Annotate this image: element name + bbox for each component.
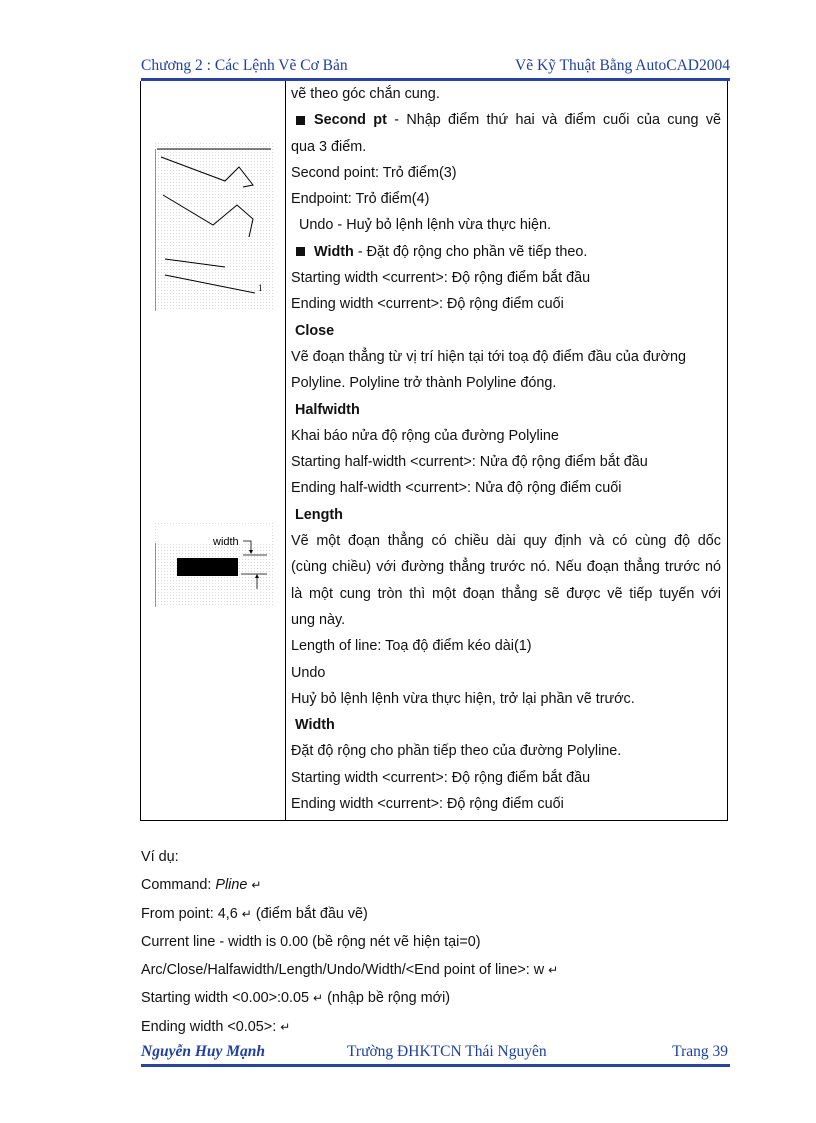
section-title-halfwidth: Halfwidth — [295, 401, 360, 418]
example-title: Ví dụ: — [141, 849, 179, 865]
page-footer — [141, 1043, 730, 1065]
text-line: Polyline. Polyline trở thành Polyline đóng. — [291, 375, 557, 392]
column-divider — [285, 81, 286, 820]
return-icon: ↵ — [313, 991, 324, 1006]
text-line: Starting width <current>: Độ rộng điểm bắt đầu — [291, 270, 591, 287]
example-line: Starting width <0.00>:0.05 ↵ (nhập bề rộng mới) — [141, 990, 451, 1007]
text-line: (cùng chiều) với đường thẳng trước nó. Nếu đoạn thẳng trước nó — [291, 559, 721, 576]
example-line: Current line - width is 0.00 (bề rộng nét vẽ hiện tại=0) — [141, 933, 481, 950]
text-line: Undo - Huỷ bỏ lệnh lệnh vừa thực hiện. — [299, 217, 552, 234]
chapter-title: Chương 2 : Các Lệnh Vẽ Cơ Bản — [141, 57, 348, 74]
example-line: From point: 4,6 ↵ (điểm bắt đầu vẽ) — [141, 905, 368, 922]
text-line: qua 3 điểm. — [291, 138, 367, 155]
text-line: Starting half-width <current>: Nửa độ rộng điểm bắt đầu — [291, 454, 648, 471]
example-line: Arc/Close/Halfawidth/Length/Undo/Width/<End point of line>: w ↵ — [141, 962, 559, 979]
text-line: Undo — [291, 664, 326, 681]
second-pt-heading: Second pt - Nhập điểm thứ hai và điểm cuối của cung vẽ — [291, 107, 721, 133]
return-icon: ↵ — [280, 1019, 291, 1034]
example-line: Ending width <0.05>: ↵ — [141, 1018, 291, 1035]
text-line: Starting width <current>: Độ rộng điểm bắt đầu — [291, 769, 591, 786]
text-line: Endpoint: Trỏ điểm(4) — [291, 191, 430, 208]
example-line: Command: Pline ↵ — [141, 877, 262, 894]
return-icon: ↵ — [241, 906, 252, 921]
bullet-icon — [296, 116, 305, 125]
width-heading: Width - Đặt độ rộng cho phần vẽ tiếp theo. — [291, 239, 721, 265]
figure-width-label: width — [213, 536, 239, 548]
return-icon: ↵ — [251, 878, 262, 893]
text-line: Ending width <current>: Độ rộng điểm cuối — [291, 296, 564, 313]
bullet-icon — [296, 247, 305, 256]
page-number: Trang 39 — [672, 1043, 728, 1060]
school-name: Trường ĐHKTCN Thái Nguyên — [347, 1043, 547, 1060]
text-line: ung này. — [291, 611, 346, 628]
text-line: Vẽ một đoạn thẳng có chiều dài quy định và có cùng độ dốc — [291, 533, 721, 550]
text-line: là một cung tròn thì một đoạn thẳng sẽ được vẽ tiếp tuyến với — [291, 585, 721, 602]
figure-one-label: 1 — [258, 283, 263, 293]
example-block — [141, 843, 731, 1041]
page-header — [141, 57, 730, 79]
polyline-arc-figure — [155, 143, 273, 311]
section-title-width: Width — [295, 717, 335, 734]
text-line: Vẽ đoạn thẳng từ vị trí hiện tại tới toạ độ điểm đầu của đường — [291, 348, 686, 365]
section-title-close: Close — [295, 322, 335, 339]
section-title-length: Length — [295, 506, 343, 523]
text-line: Length of line: Toạ độ điểm kéo dài(1) — [291, 638, 532, 655]
footer-rule — [141, 1064, 730, 1067]
content-table — [140, 81, 728, 821]
text-line: Second point: Trỏ điểm(3) — [291, 164, 457, 181]
polyline-width-figure — [155, 523, 273, 607]
text-line: Huỷ bỏ lệnh lệnh vừa thực hiện, trở lại phần vẽ trước. — [291, 690, 635, 707]
text-line: Đặt độ rộng cho phần tiếp theo của đường Polyline. — [291, 743, 622, 760]
author-name: Nguyễn Huy Mạnh — [141, 1043, 266, 1060]
text-line: Khai báo nửa độ rộng của đường Polyline — [291, 427, 559, 444]
text-line: Ending half-width <current>: Nửa độ rộng điểm cuối — [291, 480, 622, 497]
book-title: Vẽ Kỹ Thuật Bằng AutoCAD2004 — [515, 57, 730, 74]
return-icon: ↵ — [548, 963, 559, 978]
description-cell — [291, 81, 721, 817]
text-line: vẽ theo góc chắn cung. — [291, 86, 440, 102]
text-line: Ending width <current>: Độ rộng điểm cuối — [291, 796, 564, 813]
